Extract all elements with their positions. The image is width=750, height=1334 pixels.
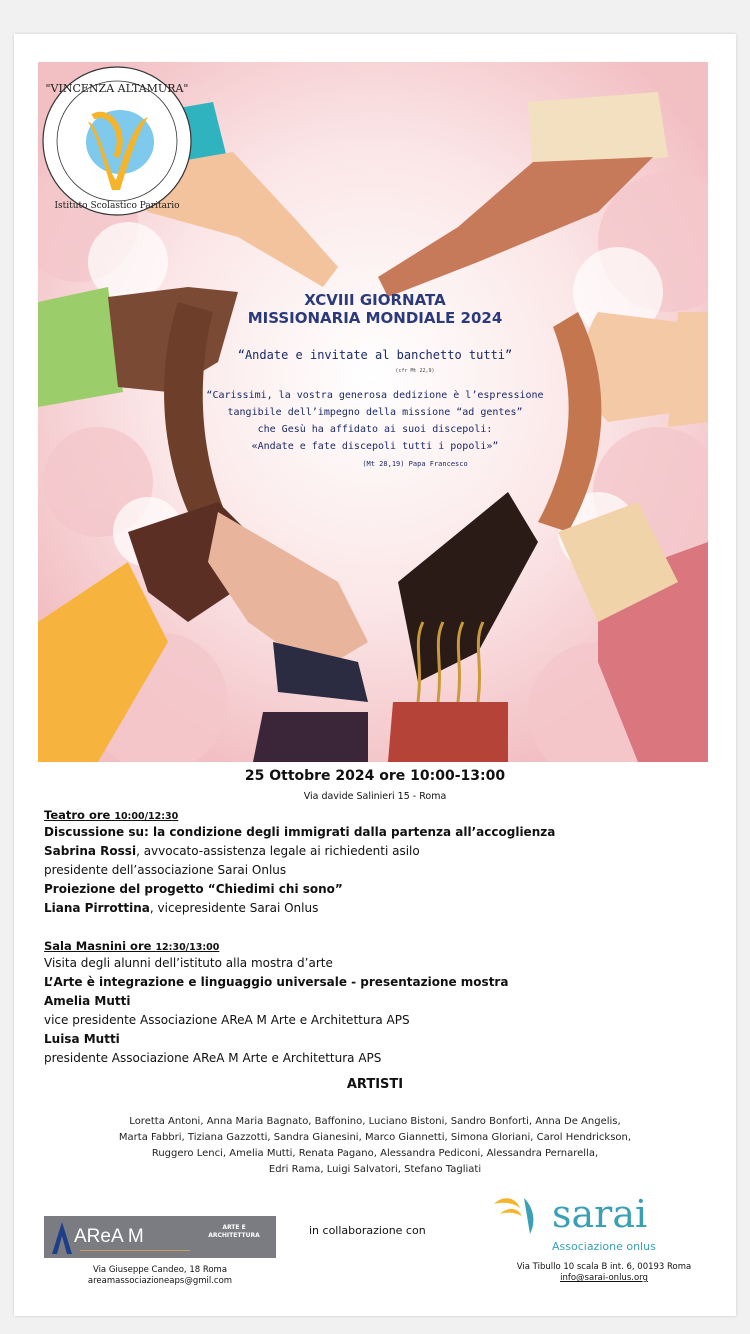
area-m-logo [44,1216,276,1258]
sala-topic: L’Arte è integrazione e linguaggio universale - presentazione mostra [44,975,509,989]
area-a-icon [48,1216,76,1258]
title-line-2: MISSIONARIA MONDIALE 2024 [247,309,503,327]
area-logo-divider [80,1250,190,1251]
teatro-speaker-2 [44,900,318,917]
teatro-speaker-1-role-2: presidente dell’associazione Sarai Onlus [44,863,287,877]
artisti-line-4: Edri Rama, Luigi Salvatori, Stefano Tagliati [268,1164,482,1175]
artisti-line-2: Marta Fabbri, Tiziana Gazzotti, Sandra Gianesini, Marco Giannetti, Simona Gloriani, Carol Hendrickson, [118,1132,632,1143]
quote-main: “Andate e invitate al banchetto tutti” [237,348,513,362]
title-line-1: XCVIII GIORNATA [304,291,446,309]
sarai-logo-subtitle: Associazione onlus [552,1240,656,1253]
teatro-speaker-2-name: Liana Pirrottina [44,901,150,915]
collaboration-text: in collaborazione con [309,1224,426,1237]
teatro-discussion: Discussione su: la condizione degli immigrati dalla partenza all’accoglienza [44,825,556,839]
school-seal-logo [38,62,196,220]
teatro-speaker-1-name: Sabrina Rossi [44,844,137,858]
seal-top-text: "VINCENZA ALTAMURA" [45,82,189,95]
sala-heading [44,938,219,956]
sala-speaker-1-name: Amelia Mutti [44,994,131,1008]
area-email: areamassociazioneaps@gmil.com [87,1276,233,1286]
area-logo-subtitle [206,1224,262,1240]
artisti-heading: ARTISTI [346,1077,404,1092]
sala-speaker-2-role: presidente Associazione AReA M Arte e Architettura APS [44,1051,382,1065]
event-address: Via davide Salinieri 15 - Roma [303,791,447,802]
sala-speaker-1-role: vice presidente Associazione AReA M Arte e Architettura APS [44,1013,410,1027]
sala-speaker-2-name: Luisa Mutti [44,1032,120,1046]
artisti-line-3: Ruggero Lenci, Amelia Mutti, Renata Pagano, Alessandra Pediconi, Alessandra Pernarella, [151,1148,599,1159]
teatro-heading-label: Teatro ore [44,808,115,822]
sarai-address: Via Tibullo 10 scala B int. 6, 00193 Roma [516,1262,692,1272]
quote-line-3: che Gesù ha affidato ai suoi discepoli: [257,424,493,435]
sala-visit: Visita degli alunni dell’istituto alla mostra d’arte [44,956,333,970]
sarai-swirl-icon [490,1190,550,1238]
seal-bottom-text: Istituto Scolastico Paritario [54,201,180,211]
teatro-projection: Proiezione del progetto “Chiedimi chi sono” [44,882,343,896]
quote-line-5: (Mt 28,19) Papa Francesco [362,460,468,468]
area-logo-sub-1: ARTE E [222,1224,246,1231]
sarai-contacts [484,1262,724,1284]
event-date: 25 Ottobre 2024 ore 10:00-13:00 [244,768,506,784]
sala-heading-label: Sala Masnini ore [44,939,156,953]
teatro-speaker-1 [44,843,420,860]
teatro-heading [44,807,178,825]
sarai-logo-text: sarai [552,1192,648,1236]
poster [14,34,736,1316]
artisti-line-1: Loretta Antoni, Anna Maria Bagnato, Baffonino, Luciano Bistoni, Sandro Bonforti, Anna De Angelis, [129,1116,621,1127]
area-contacts [44,1265,276,1287]
sala-heading-time: 12:30/13:00 [155,942,220,953]
area-logo-text: AReA M [74,1226,144,1247]
sarai-email-link[interactable]: info@sarai-onlus.org [560,1273,648,1283]
area-logo-sub-2: ARCHITETTURA [208,1232,260,1239]
quote-line-1: “Carissimi, la vostra generosa dedizione è l’espressione [206,390,544,401]
quote-line-4: «Andate e fate discepoli tutti i popoli»” [251,441,499,452]
teatro-heading-time: 10:00/12:30 [114,811,179,822]
quote-line-2: tangibile dell’impegno della missione “ad gentes” [227,407,523,418]
teatro-speaker-1-role: , avvocato-assistenza legale ai richiedenti asilo [136,844,420,858]
teatro-speaker-2-role: , vicepresidente Sarai Onlus [149,901,319,915]
area-address: Via Giuseppe Candeo, 18 Roma [92,1265,228,1275]
quote-ref: (cfr Mt 22,9) [395,368,435,374]
